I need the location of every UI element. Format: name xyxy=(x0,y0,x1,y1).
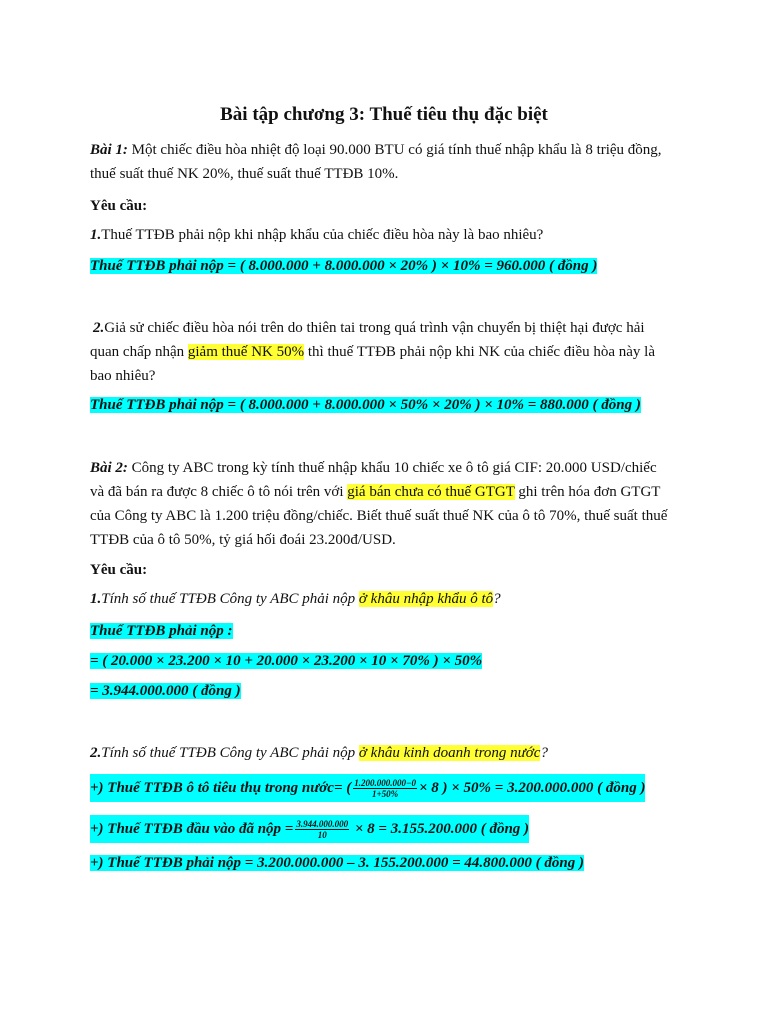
bai1-question-2-line1: 2.Giả sử chiếc điều hòa nói trên do thiên tai trong quá trình vận chuyển bị thiệt hại được hải xyxy=(93,320,645,336)
fraction-2: $\frac{3.944.000.000}{10}$ xyxy=(296,819,349,841)
bai1-line1: Bài 1: Một chiếc điều hòa nhiệt độ loại 90.000 BTU có giá tính thuế nhập khẩu là 8 triệu đồng, xyxy=(90,142,662,158)
bai1-question-2-line2: quan chấp nhận giảm thuế NK 50% thì thuế TTĐB phải nộp khi NK của chiếc điều hòa này là xyxy=(90,344,656,360)
bai2-line2: và đã bán ra được 8 chiếc ô tô nói trên với giá bán chưa có thuế GTGT ghi trên hóa đơn GTGT xyxy=(90,484,661,500)
bai2-yeucau: Yêu cầu: xyxy=(90,562,148,578)
bai2-answer-1-line3: = 3.944.000.000 ( đồng ) xyxy=(90,683,241,699)
page-title: Bài tập chương 3: Thuế tiêu thụ đặc biệt xyxy=(220,104,548,125)
bai2-answer-1-line1: Thuế TTĐB phải nộp : xyxy=(90,623,233,639)
bai2-line1: Bài 2: Công ty ABC trong kỳ tính thuế nhập khẩu 10 chiếc xe ô tô giá CIF: 20.000 USD/chiếc xyxy=(90,460,657,476)
bai1-yeucau: Yêu cầu: xyxy=(90,198,148,214)
bai2-formula-2: +) Thuế TTĐB đầu vào đã nộp = $\frac{3.944.000.000}{10}$ × 8 = 3.155.200.000 ( đồng ) xyxy=(90,815,529,843)
bai2-formula-1: +) Thuế TTĐB ô tô tiêu thụ trong nước= ( $\frac{1.200.000.000-0}{1+50\%}$ × 8 ) × 50% = 3.200.000.000 ( đồng ) xyxy=(90,774,645,802)
bai2-line3: của Công ty ABC là 1.200 triệu đồng/chiếc. Biết thuế suất thuế NK của ô tô 70%, thuế suất thuế xyxy=(90,508,668,524)
bai2-answer-1-line2: = ( 20.000 × 23.200 × 10 + 20.000 × 23.200 × 10 × 70% ) × 50% xyxy=(90,653,483,669)
fraction-1: $\frac{1.200.000.000-0}{1+50\%}$ xyxy=(354,778,416,800)
bai2-formula-3: +) Thuế TTĐB phải nộp = 3.200.000.000 – 3. 155.200.000 = 44.800.000 ( đồng ) xyxy=(90,855,584,871)
bai1-question-2-line3: bao nhiêu? xyxy=(90,368,156,384)
bai1-line2: thuế suất thuế NK 20%, thuế suất thuế TTĐB 10%. xyxy=(90,166,399,182)
bai1-answer-1: Thuế TTĐB phải nộp = ( 8.000.000 + 8.000.000 × 20% ) × 10% = 960.000 ( đồng ) xyxy=(90,258,598,274)
bai2-question-1: 1.Tính số thuế TTĐB Công ty ABC phải nộp ở khâu nhập khẩu ô tô? xyxy=(90,591,501,607)
bai1-label: Bài 1: xyxy=(90,142,128,158)
bai1-question-1: 1.Thuế TTĐB phải nộp khi nhập khẩu của chiếc điều hòa này là bao nhiêu? xyxy=(90,227,544,243)
bai1-answer-2: Thuế TTĐB phải nộp = ( 8.000.000 + 8.000.000 × 50% × 20% ) × 10% = 880.000 ( đồng ) xyxy=(90,397,641,413)
bai2-line4: TTĐB của ô tô 50%, tỷ giá hối đoái 23.200đ/USD. xyxy=(90,532,396,548)
bai2-label: Bài 2: xyxy=(90,460,128,476)
bai2-question-2: 2.Tính số thuế TTĐB Công ty ABC phải nộp ở khâu kinh doanh trong nước? xyxy=(90,745,548,761)
